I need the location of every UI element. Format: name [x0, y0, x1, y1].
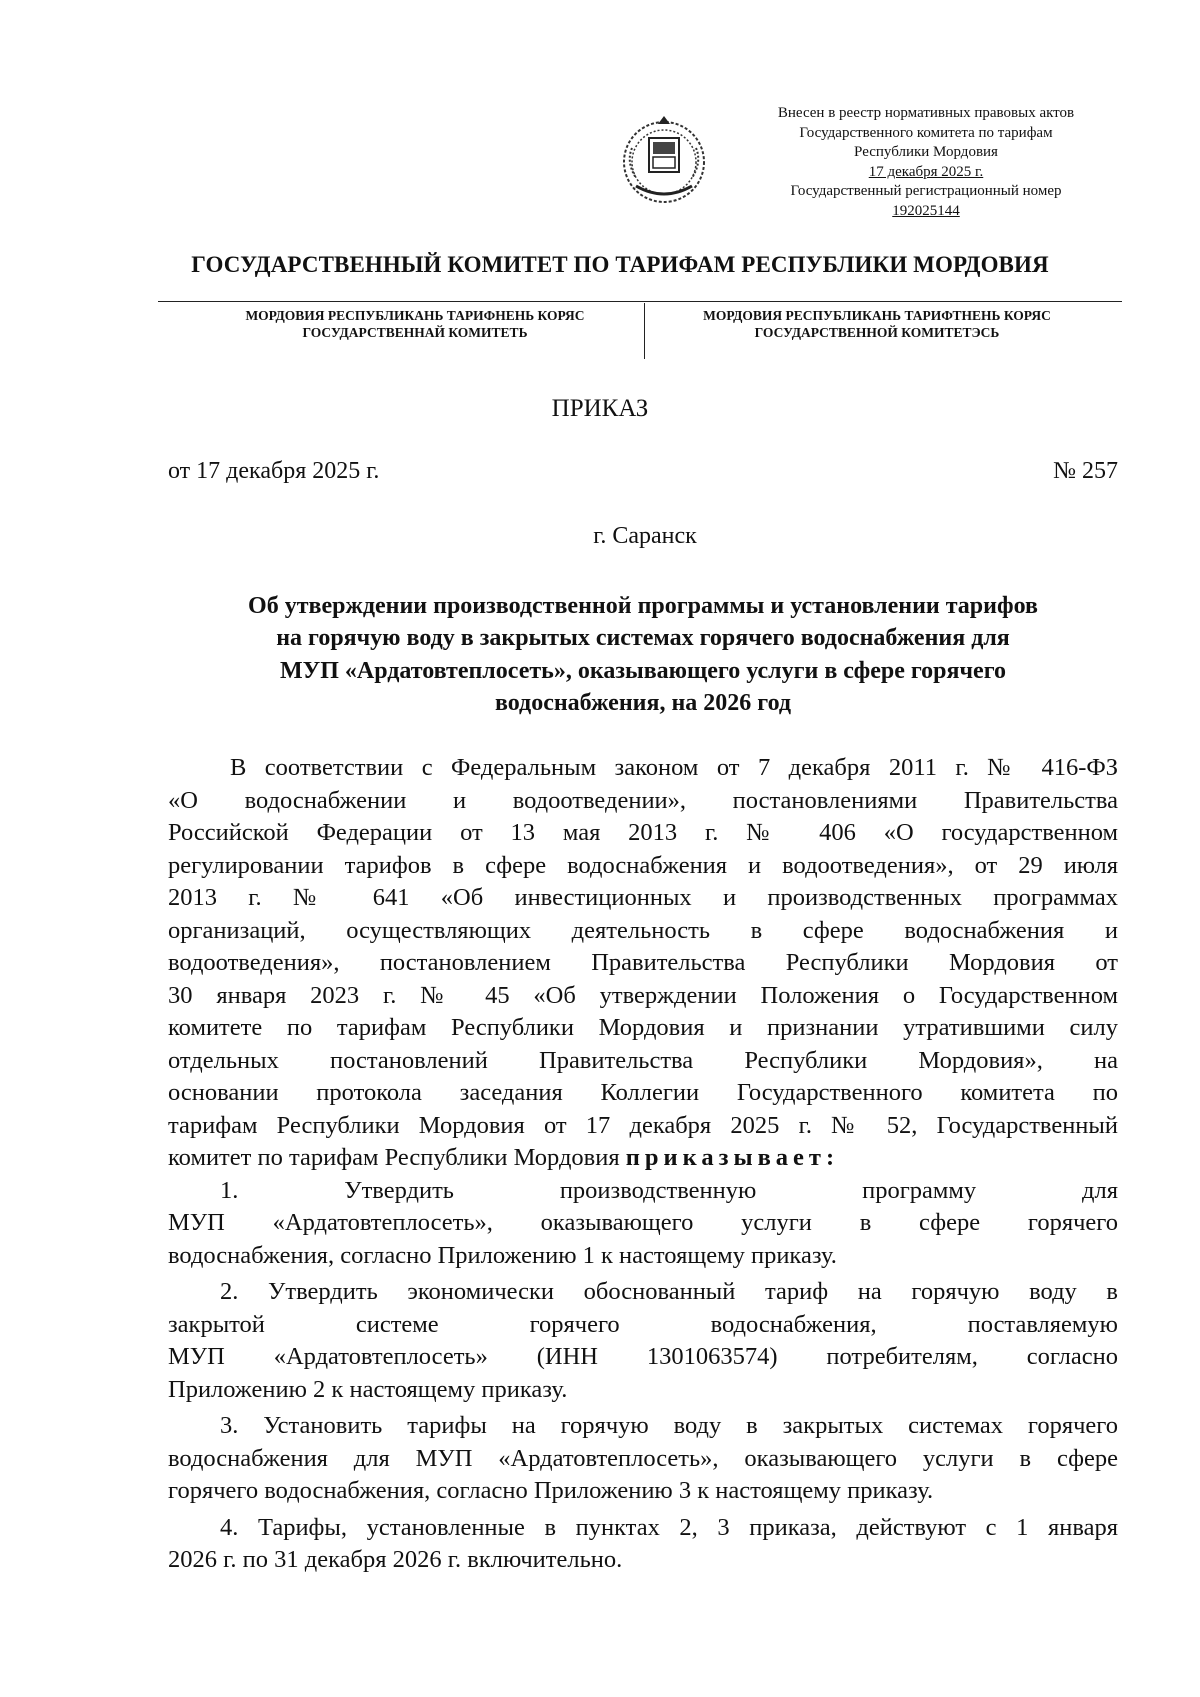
date-number-line	[168, 458, 1118, 485]
document-type: ПРИКАЗ	[551, 395, 649, 422]
text-line: закрытой системе горячего водоснабжения, поставляемую	[168, 1310, 1118, 1338]
title-line: МУП «Ардатовтеплосеть», оказывающего услуги в сфере горячего	[279, 657, 1006, 684]
preamble	[168, 752, 1118, 1175]
text-line: водоотведения», постановлением Правительства Республики Мордовия от	[168, 949, 1118, 976]
text-line: регулировании тарифов в сфере водоснабжения и водоотведения», от 29 июля	[168, 851, 1118, 879]
text-line: 1. Утвердить производственную программу для	[220, 1176, 1118, 1204]
registry-date: 17 декабря 2025 г.	[868, 163, 984, 180]
title-line: на горячую воду в закрытых системах горячего водоснабжения для	[276, 625, 1010, 652]
text-line: организаций, осуществляющих деятельность в сфере водоснабжения и	[168, 916, 1118, 944]
text-line: горячего водоснабжения, согласно Приложению 3 к настоящему приказу.	[168, 1477, 934, 1504]
text-line: В соответствии с Федеральным законом от 7 декабря 2011 г. № 416-ФЗ	[230, 754, 1118, 781]
committee-title: ГОСУДАРСТВЕННЫЙ КОМИТЕТ ПО ТАРИФАМ РЕСПУБЛИКИ МОРДОВИЯ	[191, 252, 1049, 277]
registry-stamp	[736, 104, 1116, 221]
committee-name-line: ГОСУДАРСТВЕННАЙ КОМИТЕТЬ	[302, 325, 528, 340]
text-line: МУП «Ардатовтеплосеть» (ИНН 1301063574) потребителям, согласно	[168, 1343, 1118, 1370]
text-line: 2. Утвердить экономически обоснованный тариф на горячую воду в	[220, 1278, 1118, 1305]
orders-word: приказывает:	[625, 1144, 840, 1171]
text-line: основании протокола заседания Коллегии Государственного комитета по	[168, 1079, 1118, 1106]
committee-name-line: ГОСУДАРСТВЕННОЙ КОМИТЕТЭСЬ	[754, 325, 1000, 340]
text-line: 30 января 2023 г. № 45 «Об утверждении Положения о Государственном	[168, 981, 1118, 1009]
committee-name-line: МОРДОВИЯ РЕСПУБЛИКАНЬ ТАРИФНЕНЬ КОРЯС	[245, 308, 585, 323]
text-line: 2013 г. № 641 «Об инвестиционных и производственных программах	[168, 884, 1118, 911]
text-line: «О водоснабжении и водоотведении», постановлениями Правительства	[168, 786, 1118, 814]
registry-line: Республики Мордовия	[854, 144, 998, 160]
text-line: Приложению 2 к настоящему приказу.	[168, 1375, 568, 1403]
text-line: 2026 г. по 31 декабря 2026 г. включительно.	[168, 1546, 623, 1573]
registry-line: Государственного комитета по тарифам	[799, 124, 1053, 141]
text-line: 4. Тарифы, установленные в пунктах 2, 3 приказа, действуют с 1 января	[220, 1513, 1118, 1541]
registry-line: Государственный регистрационный номер	[790, 183, 1062, 199]
text-line	[168, 1142, 1118, 1175]
text-line: МУП «Ардатовтеплосеть», оказывающего услуги в сфере горячего	[168, 1209, 1118, 1236]
registry-line: Внесен в реестр нормативных правовых актов	[777, 105, 1075, 121]
order-item	[168, 1276, 1118, 1406]
header-divider	[158, 301, 1122, 302]
order-item	[168, 1410, 1118, 1508]
text-line: комитете по тарифам Республики Мордовия и признании утратившими силу	[168, 1014, 1118, 1041]
registry-number: 192025144	[892, 202, 960, 219]
title-line: водоснабжения, на 2026 год	[494, 690, 792, 717]
document-number: № 257	[1053, 458, 1118, 484]
text-line: тарифам Республики Мордовия от 17 декабря 2025 г. № 52, Государственный	[168, 1111, 1118, 1139]
text-line: 3. Установить тарифы на горячую воду в закрытых системах горячего	[220, 1412, 1118, 1439]
preamble-last: комитет по тарифам Республики Мордовия	[168, 1144, 620, 1171]
committee-name-moksha	[190, 307, 640, 341]
document-city: г. Саранск	[593, 523, 697, 549]
document-body	[168, 752, 1118, 1577]
document-title	[168, 590, 1118, 720]
text-line: отдельных постановлений Правительства Республики Мордовия», на	[168, 1046, 1118, 1074]
title-line: Об утверждении производственной программы и установлении тарифов	[248, 593, 1038, 619]
text-line: Российской Федерации от 13 мая 2013 г. № 406 «О государственном	[168, 819, 1118, 846]
committee-name-line: МОРДОВИЯ РЕСПУБЛИКАНЬ ТАРИФТНЕНЬ КОРЯС	[703, 308, 1051, 323]
text-line: водоснабжения, согласно Приложению 1 к настоящему приказу.	[168, 1241, 837, 1269]
republic-emblem	[614, 106, 714, 216]
text-line: водоснабжения для МУП «Ардатовтеплосеть», оказывающего услуги в сфере	[168, 1444, 1118, 1472]
header-column-divider	[644, 303, 645, 359]
committee-name-erzya	[652, 307, 1102, 341]
order-item	[168, 1175, 1118, 1273]
order-item	[168, 1512, 1118, 1577]
document-date: от 17 декабря 2025 г.	[168, 458, 380, 484]
